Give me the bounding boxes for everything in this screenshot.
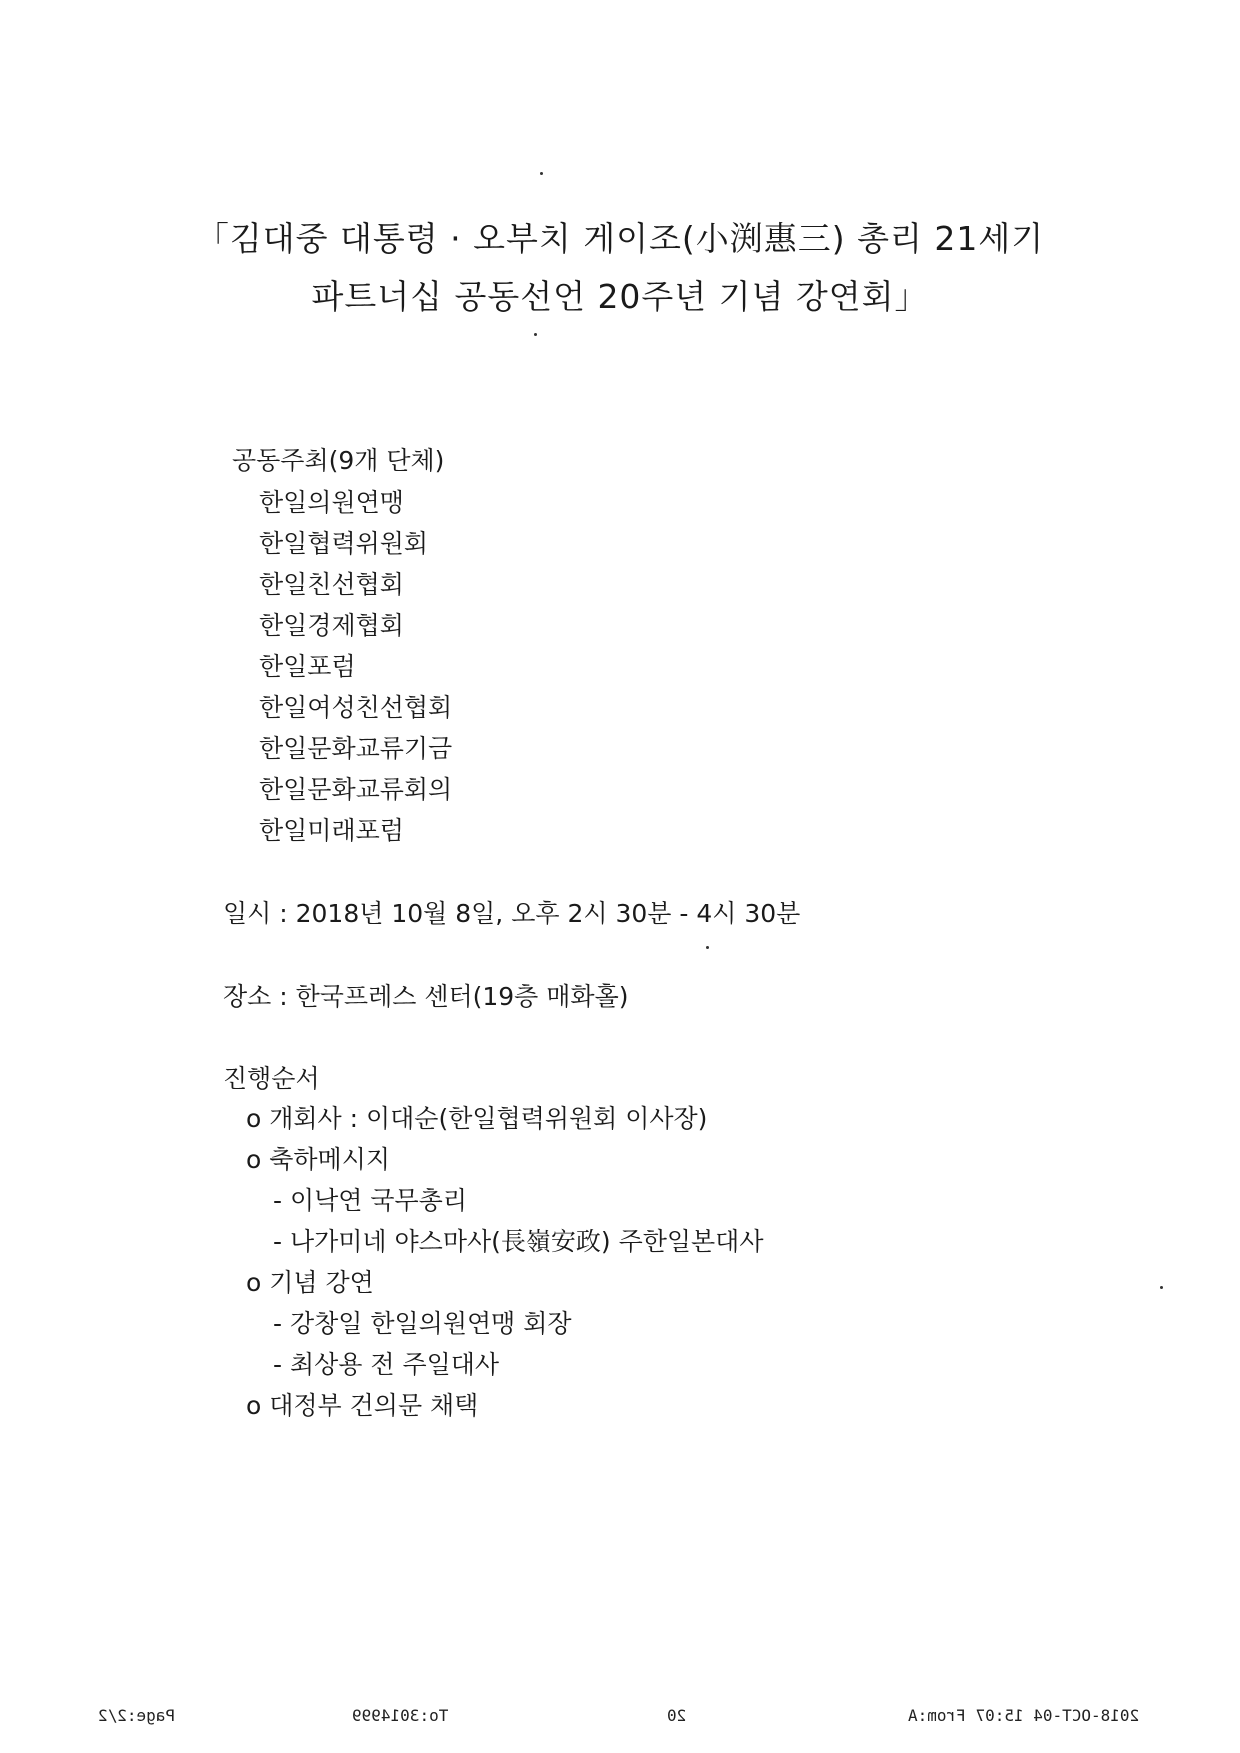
program-subitem: - 이낙연 국무총리 [273, 1186, 467, 1215]
host-item: 한일의원연맹 [259, 488, 404, 517]
scan-speck [534, 333, 537, 336]
host-item: 한일문화교류기금 [259, 734, 453, 763]
host-item: 한일문화교류회의 [259, 775, 453, 804]
hosts-heading: 공동주최(9개 단체) [232, 446, 445, 475]
scan-speck [540, 172, 543, 175]
host-item: 한일친선협회 [259, 570, 404, 599]
host-item: 한일경제협회 [259, 611, 404, 640]
program-item-opening: o 개회사 : 이대순(한일협력위원회 이사장) [246, 1104, 708, 1133]
event-datetime: 일시 : 2018년 10월 8일, 오후 2시 30분 - 4시 30분 [223, 899, 801, 928]
document-title-line2: 파트너십 공동선언 20주년 기념 강연회」 [311, 277, 929, 316]
program-item-resolution: o 대정부 건의문 채택 [246, 1391, 479, 1420]
scan-speck [706, 946, 709, 949]
program-heading: 진행순서 [223, 1064, 320, 1093]
document-title-line1: 「김대중 대통령 · 오부치 게이조(小渕惠三) 총리 21세기 [195, 219, 1045, 258]
host-item: 한일여성친선협회 [259, 693, 453, 722]
fax-footer [0, 1708, 1240, 1732]
program-subitem: - 나가미네 야스마사(長嶺安政) 주한일본대사 [273, 1227, 764, 1256]
fax-page-number: 20 [667, 1706, 687, 1725]
fax-timestamp-sender: 2018-OCT-04 15:07 From:A [908, 1706, 1140, 1725]
program-item-lecture: o 기념 강연 [246, 1268, 374, 1297]
host-item: 한일미래포럼 [259, 816, 404, 845]
event-venue: 장소 : 한국프레스 센터(19층 매화홀) [223, 982, 629, 1011]
fax-recipient: To:3014999 [352, 1706, 449, 1725]
fax-page-indicator: Page:2/2 [98, 1706, 176, 1725]
scan-speck [1160, 1286, 1163, 1289]
program-item-congratulations: o 축하메시지 [246, 1145, 390, 1174]
host-item: 한일포럼 [259, 652, 356, 681]
host-item: 한일협력위원회 [259, 529, 429, 558]
program-subitem: - 최상용 전 주일대사 [273, 1350, 500, 1379]
program-subitem: - 강창일 한일의원연맹 회장 [273, 1309, 572, 1338]
